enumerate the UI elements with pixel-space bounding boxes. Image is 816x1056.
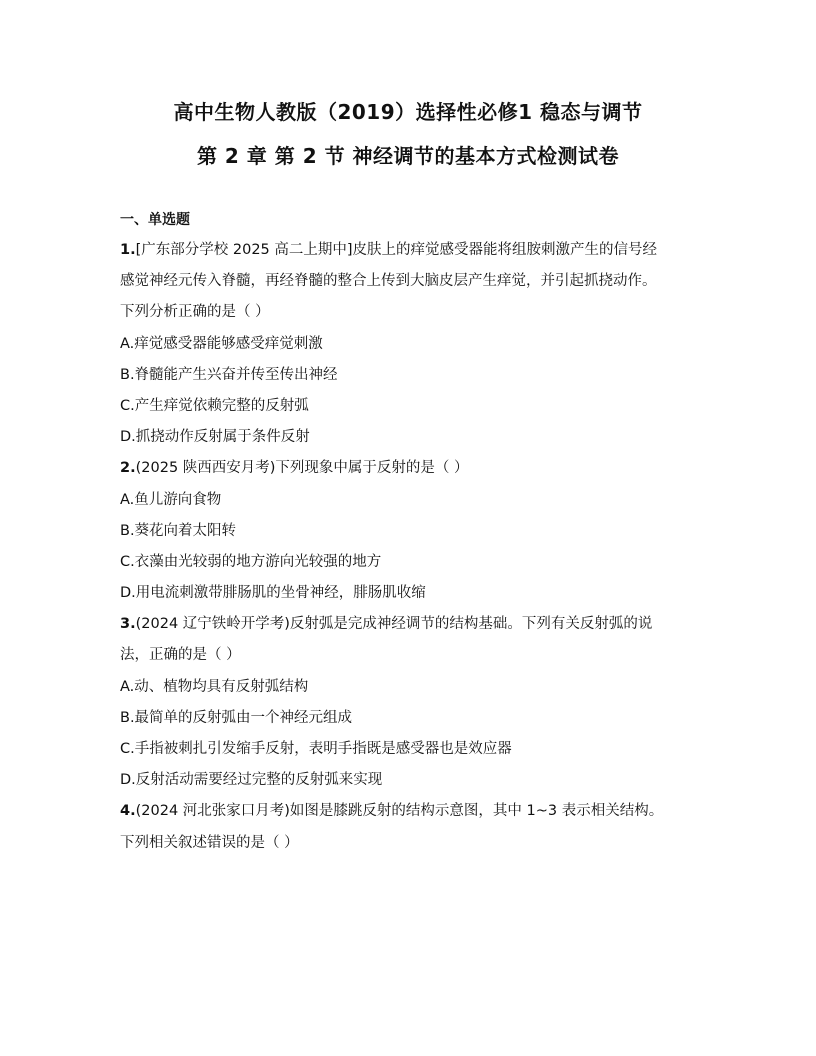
answer-option-d: D.抓挠动作反射属于条件反射 — [120, 429, 310, 446]
document-subtitle: 第 2 章 第 2 节 神经调节的基本方式检测试卷 — [196, 144, 620, 168]
answer-option-c: C.衣藻由光较弱的地方游向光较强的地方 — [120, 553, 382, 570]
question-stem-text: [广东部分学校 2025 高二上期中]皮肤上的痒觉感受器能将组胺刺激产生的信号经 — [135, 242, 658, 258]
answer-option-b: B.最简单的反射弧由一个神经元组成 — [120, 709, 353, 726]
answer-option-a: A.鱼儿游向食物 — [120, 491, 222, 508]
answer-option-a: A.痒觉感受器能够感受痒觉刺激 — [120, 335, 323, 352]
answer-option-b: B.脊髓能产生兴奋并传至传出神经 — [120, 366, 338, 383]
answer-option-a: A.动、植物均具有反射弧结构 — [120, 678, 309, 695]
exam-content — [120, 207, 710, 859]
question-number: 1. — [120, 242, 136, 258]
question-number: 4. — [120, 803, 136, 820]
answer-option-b: B.葵花向着太阳转 — [120, 522, 237, 539]
question-stem-text: (2025 陕西西安月考)下列现象中属于反射的是（ ） — [135, 460, 469, 477]
answer-option-c: C.产生痒觉依赖完整的反射弧 — [120, 397, 309, 414]
question-stem-line — [120, 609, 710, 640]
question-stem-line — [120, 453, 710, 484]
question-stem-text: (2024 河北张家口月考)如图是膝跳反射的结构示意图，其中 1~3 表示相关结构。 — [135, 803, 664, 820]
question-stem-line: 感觉神经元传入脊髓，再经脊髓的整合上传到大脑皮层产生痒觉，并引起抓挠动作。 — [120, 273, 657, 290]
question-stem-line: 下列相关叙述错误的是（ ） — [120, 834, 299, 851]
question-1 — [120, 235, 710, 453]
section-heading: 一、单选题 — [120, 212, 190, 228]
question-stem-text: (2024 辽宁铁岭开学考)反射弧是完成神经调节的结构基础。下列有关反射弧的说 — [135, 616, 653, 633]
document-title: 高中生物人教版（2019）选择性必修1 稳态与调节 — [173, 100, 643, 124]
question-4 — [120, 796, 710, 858]
question-number: 3. — [120, 616, 136, 633]
answer-option-d: D.用电流刺激带腓肠肌的坐骨神经，腓肠肌收缩 — [120, 585, 426, 602]
answer-option-d: D.反射活动需要经过完整的反射弧来实现 — [120, 772, 383, 789]
question-2 — [120, 453, 710, 609]
question-stem-line: 法，正确的是（ ） — [120, 647, 241, 664]
question-number: 2. — [120, 460, 136, 477]
answer-option-c: C.手指被刺扎引发缩手反射，表明手指既是感受器也是效应器 — [120, 741, 512, 757]
question-stem-line — [120, 796, 710, 827]
question-stem-line: 下列分析正确的是（ ） — [120, 304, 270, 321]
question-stem-line — [120, 235, 710, 266]
question-3 — [120, 609, 710, 796]
